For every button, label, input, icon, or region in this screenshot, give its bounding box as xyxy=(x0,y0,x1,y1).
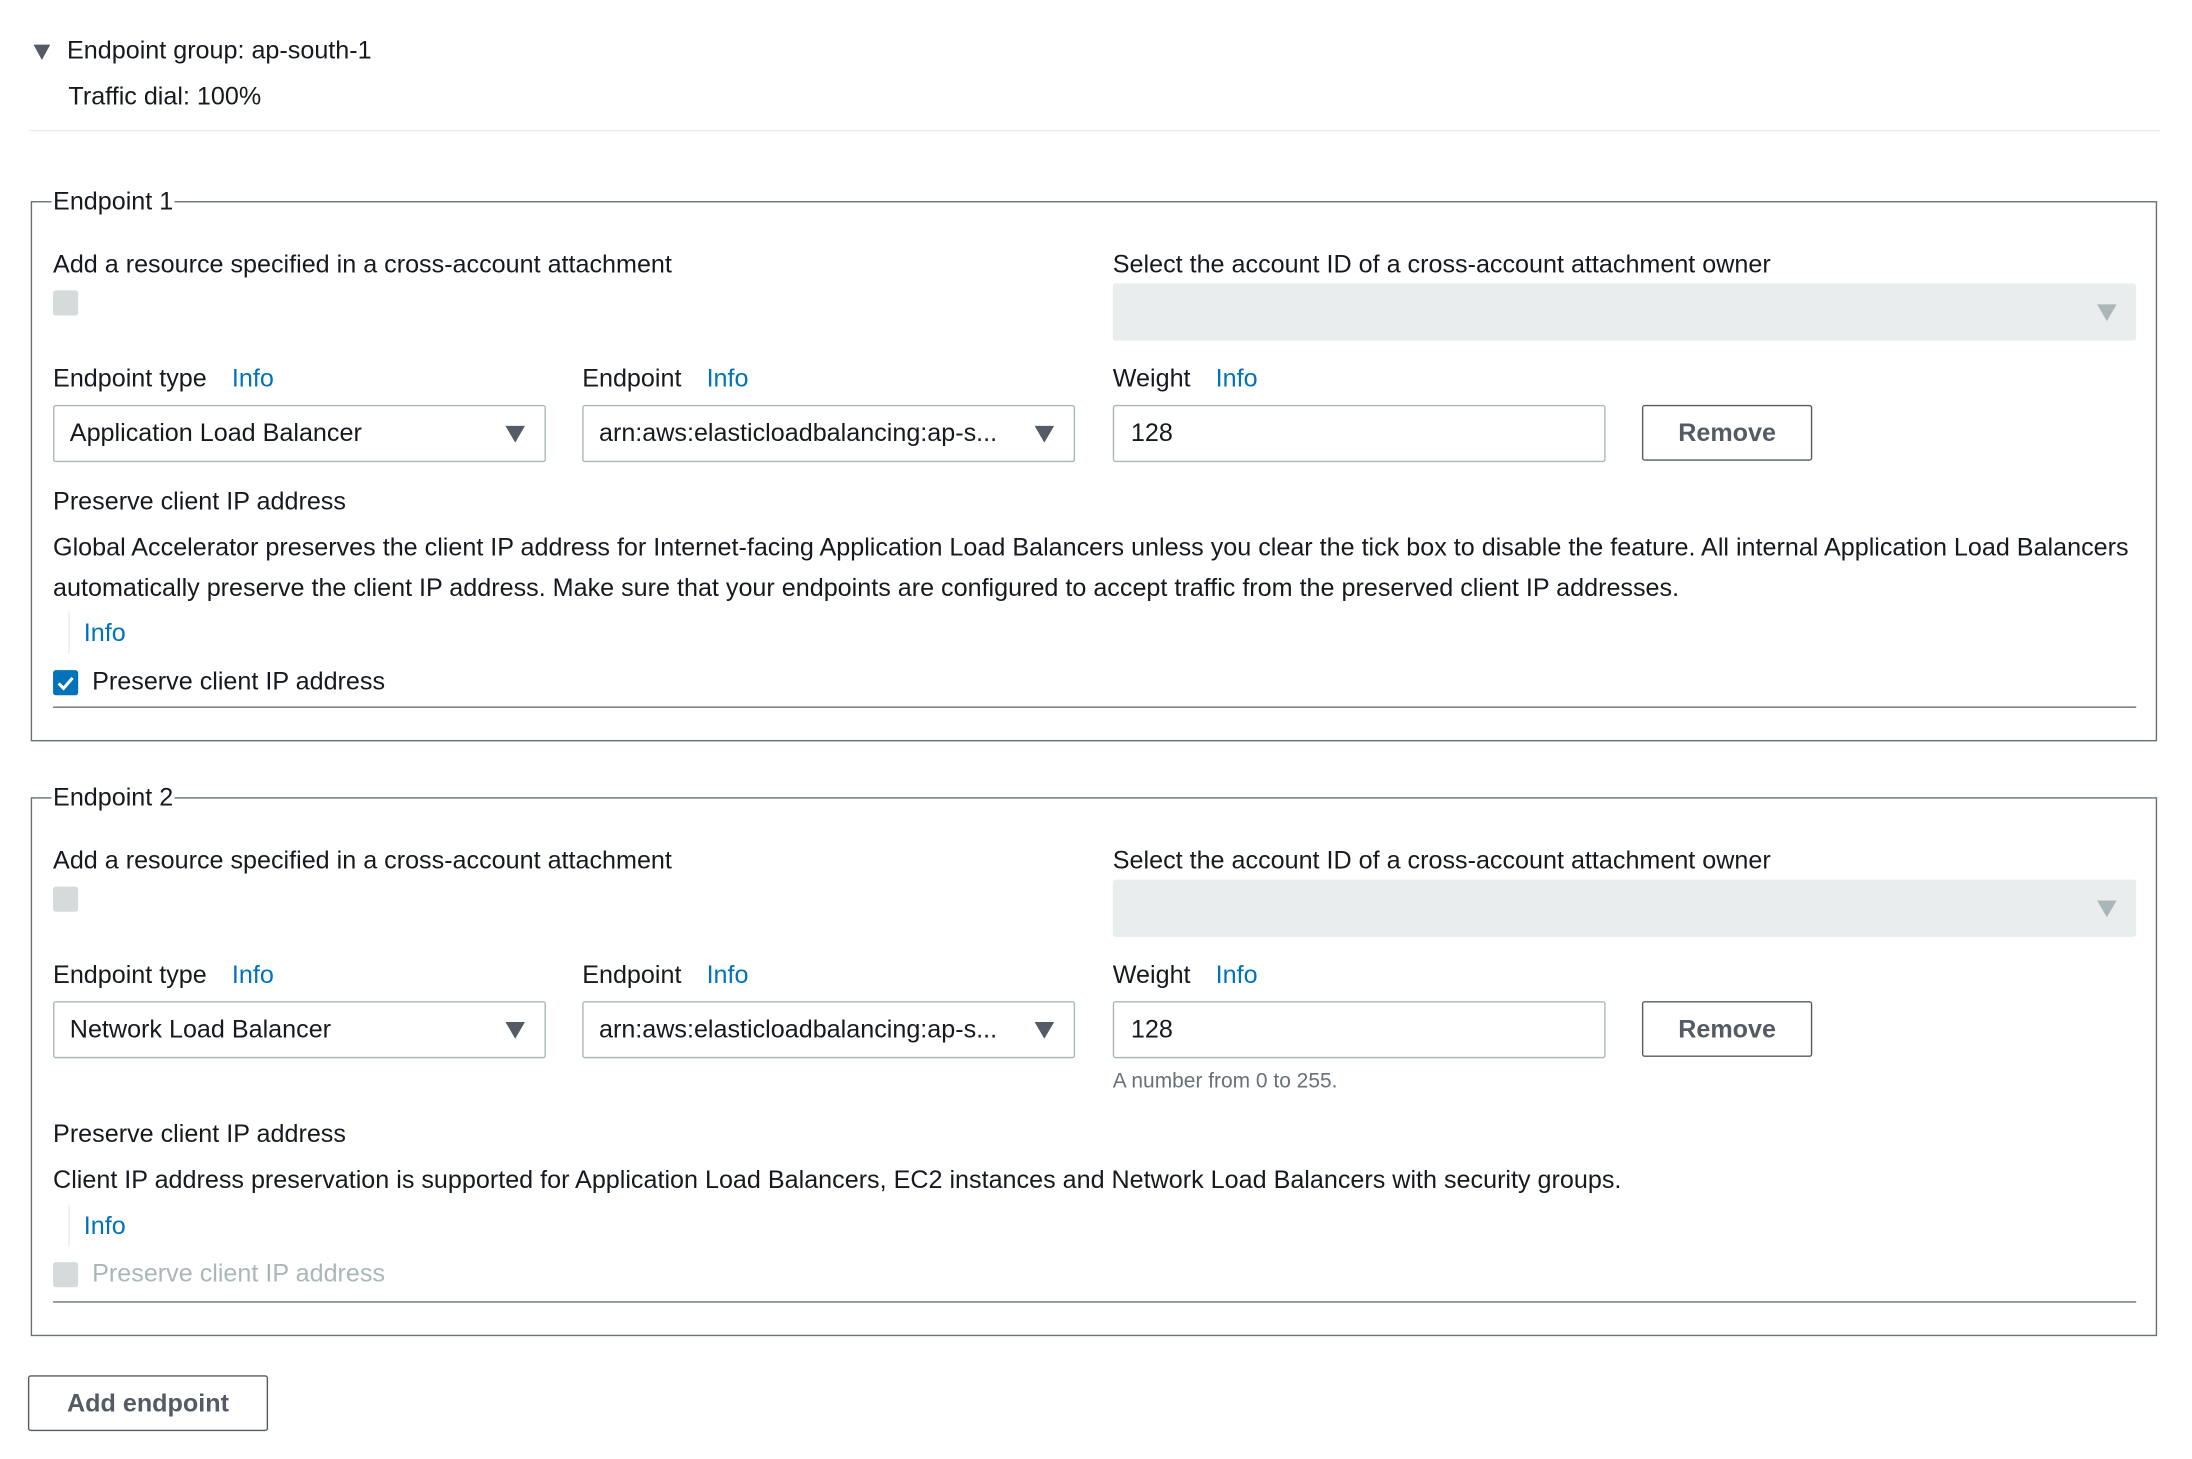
endpoint-type-label xyxy=(53,364,274,393)
preserve-ip-info-wrapper xyxy=(68,1205,125,1247)
cross-account-checkbox[interactable] xyxy=(53,887,78,912)
dropdown-arrow-icon xyxy=(1035,425,1055,442)
caret-down-icon xyxy=(34,45,51,60)
cross-account-label: Add a resource specified in a cross-account attachment xyxy=(53,846,672,875)
preserve-ip-option[interactable] xyxy=(53,667,385,696)
endpoint-label xyxy=(582,961,748,990)
account-owner-label: Select the account ID of a cross-account attachment owner xyxy=(1112,846,1771,875)
endpoint-group-title: Endpoint group: ap-south-1 xyxy=(67,36,372,65)
dropdown-arrow-icon xyxy=(1035,1021,1055,1038)
remove-button[interactable]: Remove xyxy=(1642,1001,1812,1057)
endpoint-type-label-text: Endpoint type xyxy=(53,364,207,393)
section-divider xyxy=(53,1301,2136,1302)
preserve-ip-info-link[interactable]: Info xyxy=(83,1211,126,1240)
check-icon xyxy=(56,672,76,692)
endpoint-type-value: Application Load Balancer xyxy=(69,418,362,447)
preserve-ip-checkbox[interactable] xyxy=(53,1261,78,1286)
endpoint-type-label-text: Endpoint type xyxy=(53,960,207,989)
endpoint-label-text: Endpoint xyxy=(582,364,682,393)
weight-label-text: Weight xyxy=(1112,960,1191,989)
dropdown-arrow-icon xyxy=(2097,901,2117,918)
endpoint-group-toggle[interactable] xyxy=(34,36,372,65)
endpoint-type-info-link[interactable]: Info xyxy=(231,960,274,989)
account-owner-select[interactable] xyxy=(1113,283,2136,340)
weight-info-link[interactable]: Info xyxy=(1215,364,1258,393)
preserve-ip-option[interactable] xyxy=(53,1259,385,1288)
endpoint-1-legend: Endpoint 1 xyxy=(53,187,174,216)
cross-account-checkbox[interactable] xyxy=(53,290,78,315)
endpoint-2-fieldset xyxy=(31,783,2157,1336)
cross-account-label: Add a resource specified in a cross-account attachment xyxy=(53,249,672,278)
weight-hint: A number from 0 to 255. xyxy=(1112,1069,1338,1094)
traffic-dial: Traffic dial: 100% xyxy=(68,82,262,111)
group-divider xyxy=(29,130,2160,131)
preserve-ip-description: Client IP address preservation is supported for Application Load Balancers, EC2 instances and Network Load Balancers with security groups. xyxy=(53,1165,1622,1194)
weight-info-link[interactable]: Info xyxy=(1215,960,1258,989)
endpoint-label-text: Endpoint xyxy=(582,960,682,989)
account-owner-select[interactable] xyxy=(1113,880,2136,937)
preserve-ip-heading: Preserve client IP address xyxy=(53,487,346,516)
dropdown-arrow-icon xyxy=(505,1021,525,1038)
dropdown-arrow-icon xyxy=(505,425,525,442)
endpoint-info-link[interactable]: Info xyxy=(706,960,749,989)
endpoint-type-value: Network Load Balancer xyxy=(69,1015,332,1043)
endpoint-type-label xyxy=(53,961,274,990)
endpoint-type-select[interactable] xyxy=(53,405,546,462)
endpoint-label xyxy=(582,364,748,393)
endpoint-value: arn:aws:elasticloadbalancing:ap-s... xyxy=(598,1015,998,1043)
endpoint-2-legend: Endpoint 2 xyxy=(53,783,174,812)
preserve-ip-heading: Preserve client IP address xyxy=(53,1119,346,1148)
preserve-ip-checkbox[interactable] xyxy=(53,669,78,694)
endpoint-select[interactable] xyxy=(582,405,1075,462)
weight-input[interactable] xyxy=(1113,1001,1606,1058)
add-endpoint-button[interactable]: Add endpoint xyxy=(28,1375,268,1431)
endpoint-type-select[interactable] xyxy=(53,1001,546,1058)
weight-label xyxy=(1113,364,1258,393)
endpoint-value: arn:aws:elasticloadbalancing:ap-s... xyxy=(598,418,998,447)
endpoint-type-info-link[interactable]: Info xyxy=(231,364,274,393)
preserve-ip-checkbox-label: Preserve client IP address xyxy=(92,667,386,696)
section-divider xyxy=(53,706,2136,707)
endpoint-1-fieldset xyxy=(31,187,2157,741)
preserve-ip-description: Global Accelerator preserves the client IP address for Internet-facing Application Load Balancers unless you clear the tick box to disable the feature. All internal Application Load Balancers automatically preserve the client IP address. Make sure that your endpoints are configured to accept traffic from the preserved client IP addresses. xyxy=(53,533,2129,602)
endpoint-info-link[interactable]: Info xyxy=(706,364,749,393)
preserve-ip-checkbox-label: Preserve client IP address xyxy=(92,1259,386,1288)
weight-label xyxy=(1113,961,1258,990)
dropdown-arrow-icon xyxy=(2097,304,2117,321)
preserve-ip-info-wrapper xyxy=(68,612,125,654)
endpoint-select[interactable] xyxy=(582,1001,1075,1058)
account-owner-label: Select the account ID of a cross-account attachment owner xyxy=(1112,249,1771,278)
weight-input[interactable] xyxy=(1113,405,1606,462)
remove-button[interactable]: Remove xyxy=(1642,405,1812,461)
preserve-ip-info-link[interactable]: Info xyxy=(83,618,126,647)
weight-label-text: Weight xyxy=(1112,364,1191,393)
